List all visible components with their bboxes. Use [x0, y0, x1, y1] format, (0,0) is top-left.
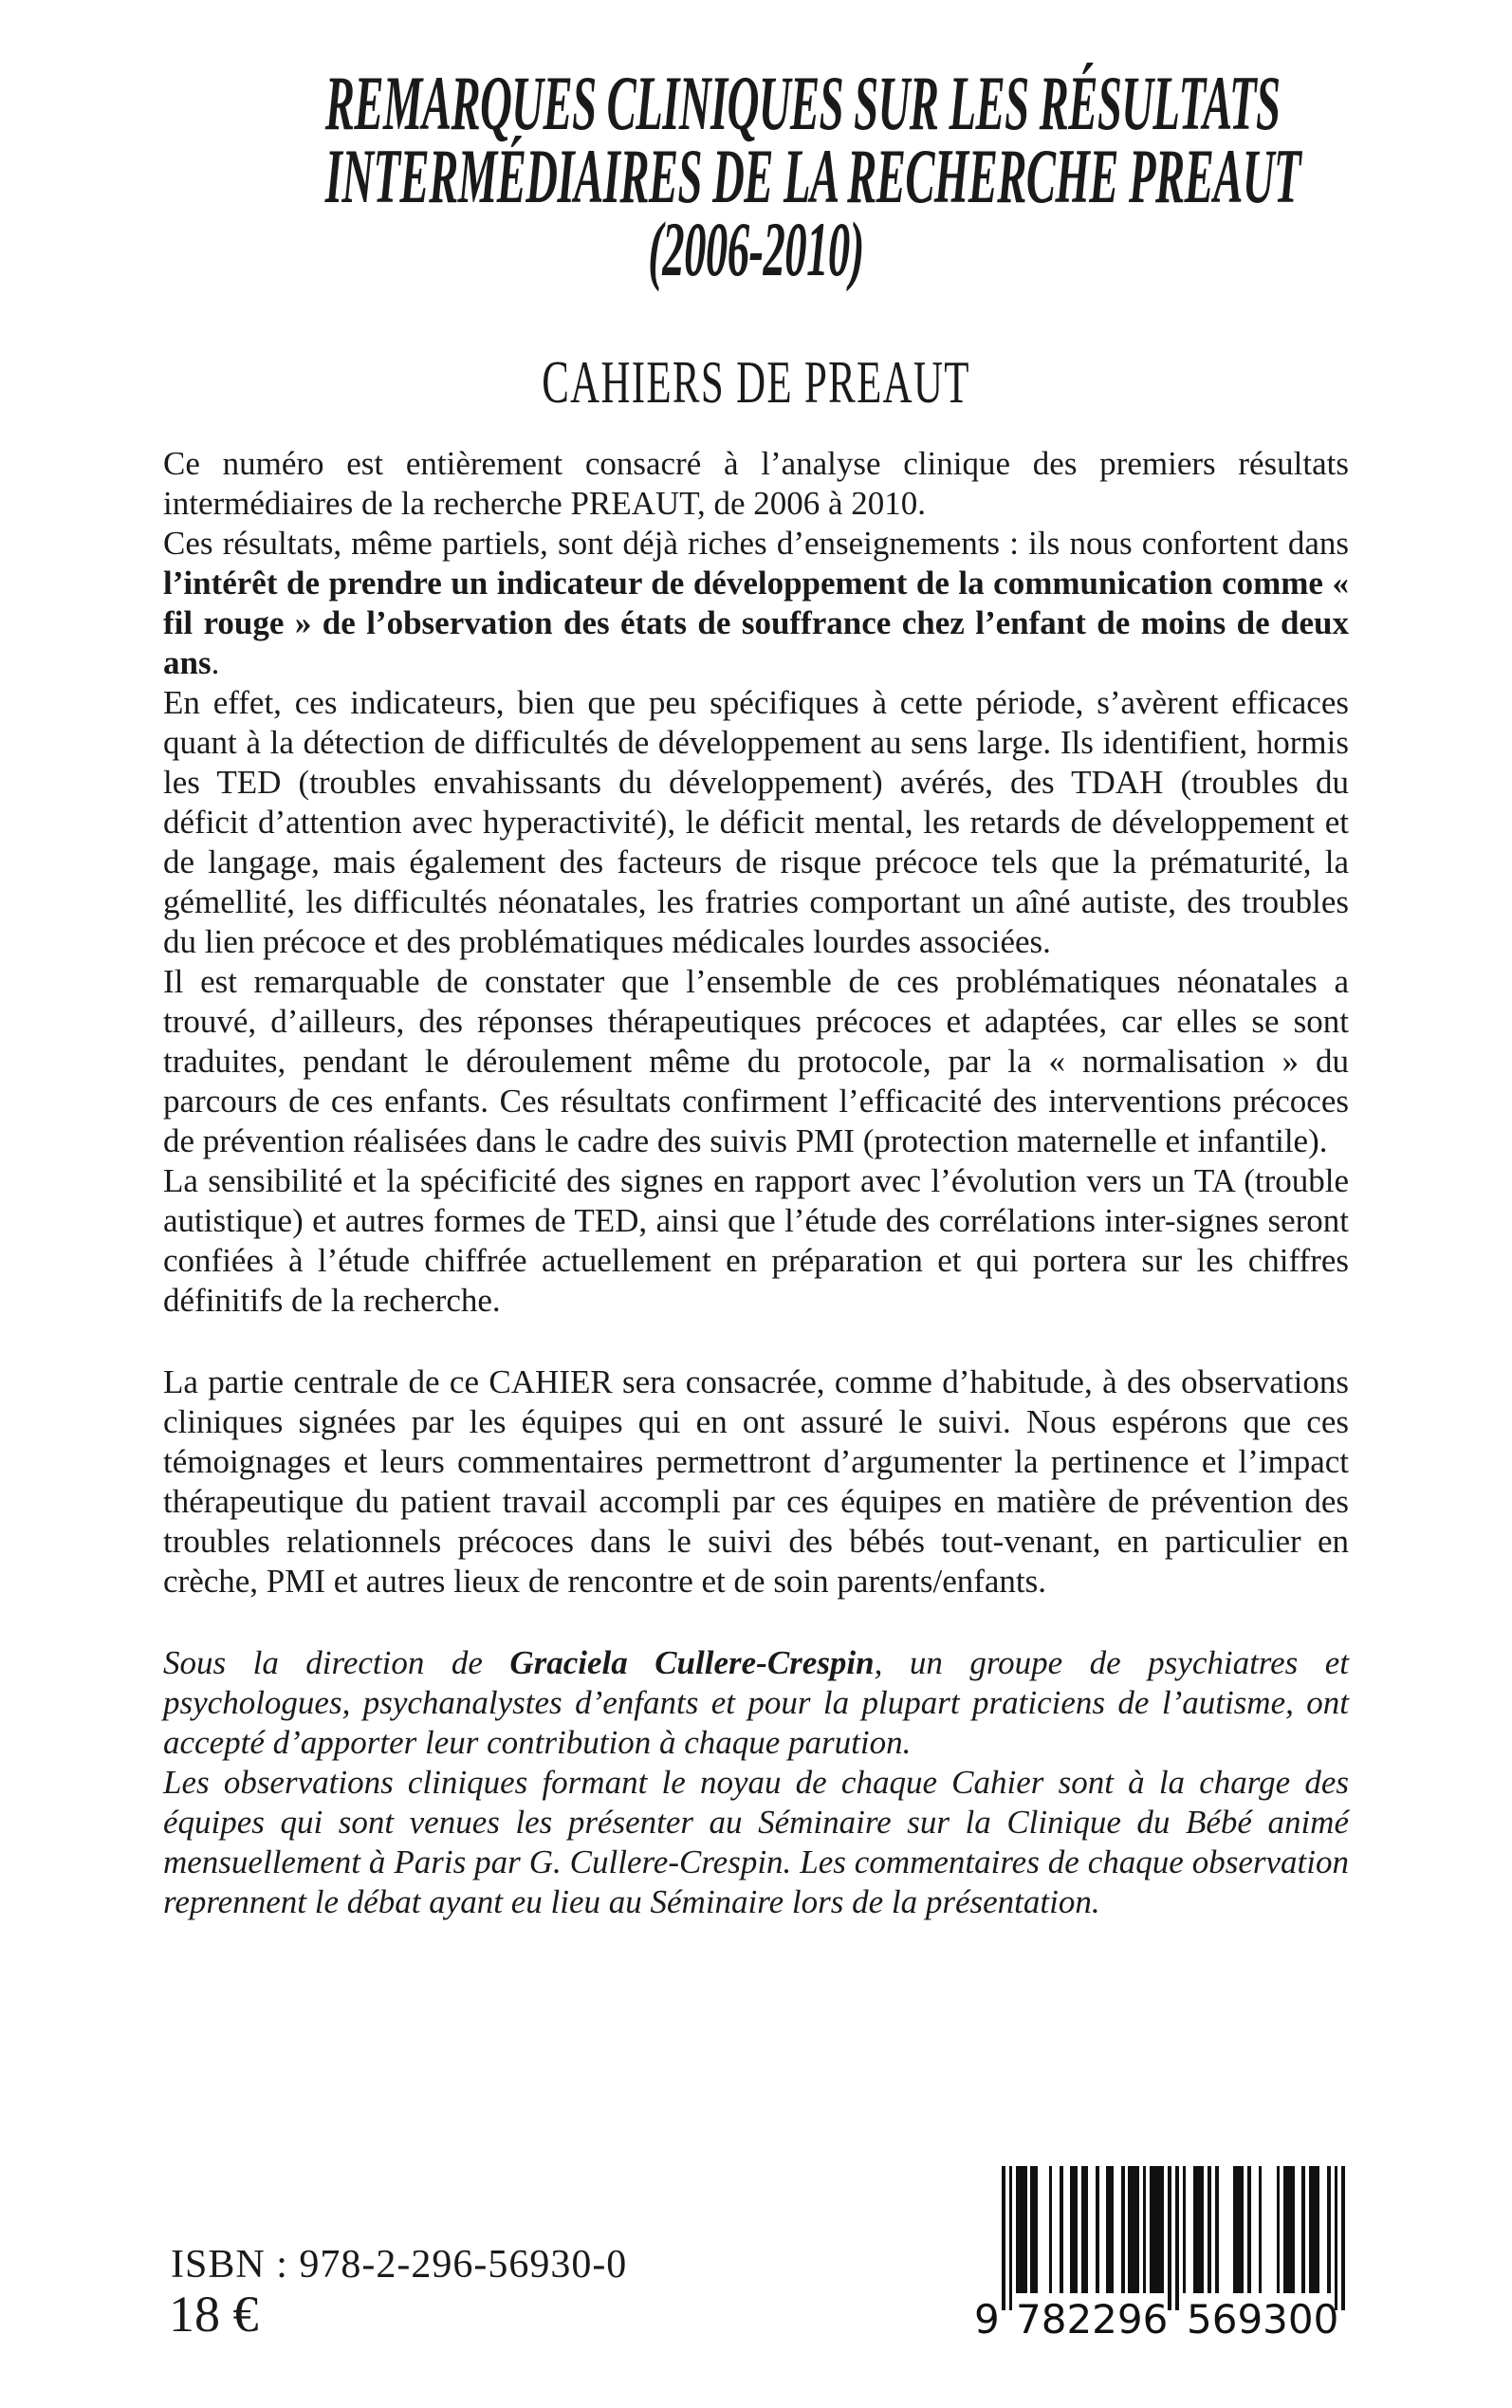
- barcode-bar: [1049, 2166, 1053, 2293]
- barcode-bar: [1301, 2166, 1305, 2293]
- barcode-bar: [1259, 2166, 1263, 2293]
- barcode-bar: [1309, 2166, 1319, 2293]
- barcode-bar: [1335, 2166, 1338, 2310]
- back-cover-text: [163, 444, 1349, 1922]
- barcode-bar: [1283, 2166, 1294, 2293]
- barcode-digits-left: 782296: [1016, 2296, 1169, 2343]
- barcode-bar: [1193, 2166, 1204, 2293]
- barcode-bar: [1341, 2166, 1345, 2310]
- barcode-bar: [1070, 2166, 1078, 2293]
- barcode-bar: [1215, 2166, 1219, 2293]
- series-title: CAHIERS DE PREAUT: [542, 349, 970, 416]
- credits-direction: [163, 1643, 1349, 1763]
- barcode-bar: [1106, 2166, 1114, 2293]
- book-title-line1: REMARQUES CLINIQUES SUR LES RÉSULTATS: [324, 60, 1281, 146]
- paragraph-results: [163, 524, 1349, 683]
- paragraph-sensibility: La sensibilité et la spécificité des signes en rapport avec l’évolution vers un TA (trouble autistique) et autres formes de TED, ainsi que l’étude des corrélations inter-signes seront confiées à l’étude chiffrée actuellement en préparation et qui portera sur les chiffres définitifs de la recherche.: [163, 1162, 1349, 1319]
- barcode-bar: [1002, 2166, 1005, 2310]
- barcode-bar: [1208, 2166, 1211, 2293]
- paragraph-results-pre: Ces résultats, même partiels, sont déjà riches d’enseignements : ils nous confortent dans: [163, 525, 1349, 562]
- barcode-bar: [1233, 2166, 1244, 2293]
- credits-block: [163, 1643, 1349, 1922]
- barcode-bar: [1030, 2166, 1038, 2293]
- isbn-text: ISBN : 978-2-296-56930-0: [171, 2243, 628, 2287]
- barcode-bar: [1277, 2166, 1281, 2293]
- credits-direction-post: , un groupe de psychiatres et psychologues, psychanalystes d’enfants et pour la plupart praticiens de l’autisme, ont accepté d’apporter leur contribution à chaque parution.: [163, 1644, 1350, 1761]
- barcode-bar: [1060, 2166, 1063, 2293]
- barcode-bar: [1121, 2166, 1125, 2293]
- credits-director-name: Graciela Cullere-Crespin: [509, 1644, 875, 1681]
- barcode-bars: [1002, 2166, 1354, 2318]
- barcode-bar: [1247, 2166, 1251, 2293]
- barcode-bar: [1096, 2166, 1099, 2293]
- barcode-bar: [1009, 2166, 1013, 2310]
- barcode-bar: [1081, 2166, 1089, 2293]
- paragraph-indicators: En effet, ces indicateurs, bien que peu spécifiques à cette période, s’avèrent efficaces quant à la détection de difficultés de développement au sens large. Ils identifient, hormis les TED (troubles envahissants du développement) avérés, des TDAH (troubles du déficit d’attention avec hyperactivité), le déficit mental, les retards de développement et de langage, mais également des facteurs de risque précoce tels que la prématurité, la gémellité, les difficultés néonatales, les fratries comportant un aîné autiste, des troubles du lien précoce et des problématiques médicales lourdes associées.: [163, 684, 1349, 960]
- book-title-line3: (2006-2010): [648, 206, 864, 292]
- barcode-bar: [1168, 2166, 1171, 2310]
- credits-observations: Les observations cliniques formant le noyau de chaque Cahier sont à la charge des équipes qui sont venues les présenter au Séminaire sur la Clinique du Bébé animé mensuellement à Paris par G. Cullere-Crespin. Les commentaires de chaque observation reprennent le débat ayant eu lieu au Séminaire lors de la présentation.: [163, 1764, 1349, 1920]
- credits-direction-pre: Sous la direction de: [163, 1644, 510, 1681]
- paragraph-remarkable: Il est remarquable de constater que l’ensemble de ces problématiques néonatales a trouvé, d’ailleurs, des réponses thérapeutiques précoces et adaptées, car elles se sont traduites, pendant le déroulement même du protocole, par la « normalisation » du parcours de ces enfants. Ces résultats confirment l’efficacité des interventions précoces de prévention réalisées dans le cadre des suivis PMI (protection maternelle et infantile).: [163, 963, 1349, 1159]
- barcode-digit-first: 9: [974, 2296, 1000, 2343]
- book-title: [324, 60, 1300, 292]
- paragraph-results-post: .: [211, 644, 220, 681]
- price-text: 18 €: [169, 2286, 259, 2343]
- barcode-bar: [1327, 2166, 1331, 2293]
- barcode-bar: [1143, 2166, 1147, 2293]
- barcode-bar: [1175, 2166, 1179, 2310]
- barcode-bar: [1150, 2166, 1164, 2293]
- barcode-bar: [1016, 2166, 1026, 2293]
- ean13-barcode: [974, 2166, 1354, 2346]
- paragraph-central: La partie centrale de ce CAHIER sera consacrée, comme d’habitude, à des observations cliniques signées par les équipes qui en ont assuré le suivi. Nous espérons que ces témoignages et leurs commentaires permettront d’argumenter la pertinence et l’impact thérapeutique du patient travail accompli par ces équipes en matière de prévention des troubles relationnels précoces dans le suivi des bébés tout-venant, en particulier en crèche, PMI et autres lieux de rencontre et de soin parents/enfants.: [163, 1363, 1349, 1600]
- paragraph-intro: Ce numéro est entièrement consacré à l’analyse clinique des premiers résultats intermédiaires de la recherche PREAUT, de 2006 à 2010.: [163, 445, 1349, 522]
- paragraph-results-bold: l’intérêt de prendre un indicateur de développement de la communication comme « fil rouge » de l’observation des états de souffrance chez l’enfant de moins de deux ans: [163, 565, 1349, 681]
- barcode-bar: [1128, 2166, 1138, 2293]
- book-title-line2: INTERMÉDIAIRES DE LA RECHERCHE PREAUT: [324, 133, 1300, 219]
- barcode-digits-right: 569300: [1187, 2296, 1339, 2343]
- barcode-bar: [1183, 2166, 1187, 2293]
